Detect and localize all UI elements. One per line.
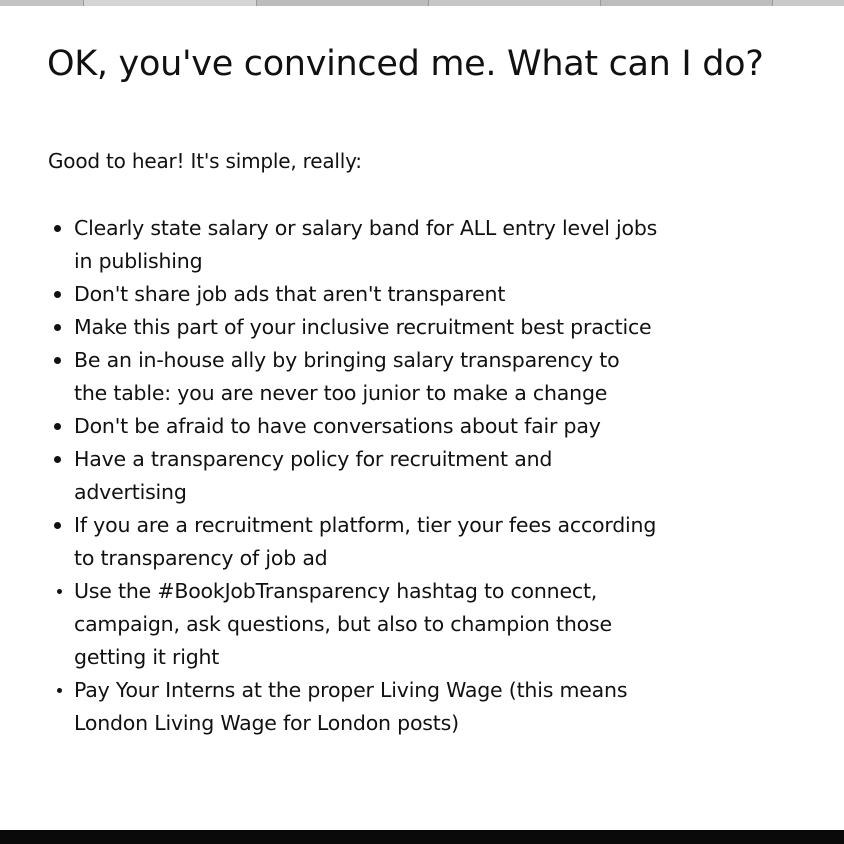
bullet-icon (54, 357, 61, 364)
slide-title: OK, you've convinced me. What can I do? (47, 44, 764, 84)
list-item-text: If you are a recruitment platform, tier your fees according to transparency of job ad (74, 513, 657, 570)
bullet-icon (54, 291, 61, 298)
list-item-text: Make this part of your inclusive recruitment best practice (74, 315, 652, 339)
bullet-icon (54, 423, 61, 430)
list-item (48, 443, 658, 509)
list-item (48, 509, 658, 575)
slide-intro: Good to hear! It's simple, really: (48, 149, 362, 173)
list-item-text: Don't share job ads that aren't transparent (74, 282, 506, 306)
list-item (48, 212, 658, 278)
slide-canvas (0, 6, 844, 830)
bullet-icon (57, 688, 62, 693)
bullet-icon (54, 225, 61, 232)
list-item (48, 344, 658, 410)
list-item-text: Be an in-house ally by bringing salary transparency to the table: you are never too junior to make a change (74, 348, 620, 405)
bullet-icon (54, 324, 61, 331)
bullet-icon (54, 522, 61, 529)
list-item (48, 575, 658, 674)
bullet-icon (54, 456, 61, 463)
list-item (48, 278, 658, 311)
list-item-text: Clearly state salary or salary band for ALL entry level jobs in publishing (74, 216, 658, 273)
action-list (48, 212, 658, 740)
list-item-text: Use the #BookJobTransparency hashtag to connect, campaign, ask questions, but also to champion those getting it right (74, 579, 612, 669)
window-bottom-bar (0, 830, 844, 844)
list-item (48, 410, 658, 443)
list-item-text: Pay Your Interns at the proper Living Wage (this means London Living Wage for London posts) (74, 678, 628, 735)
list-item-text: Don't be afraid to have conversations about fair pay (74, 414, 601, 438)
list-item (48, 311, 658, 344)
bullet-icon (57, 589, 62, 594)
list-item (48, 674, 658, 740)
list-item-text: Have a transparency policy for recruitment and advertising (74, 447, 553, 504)
